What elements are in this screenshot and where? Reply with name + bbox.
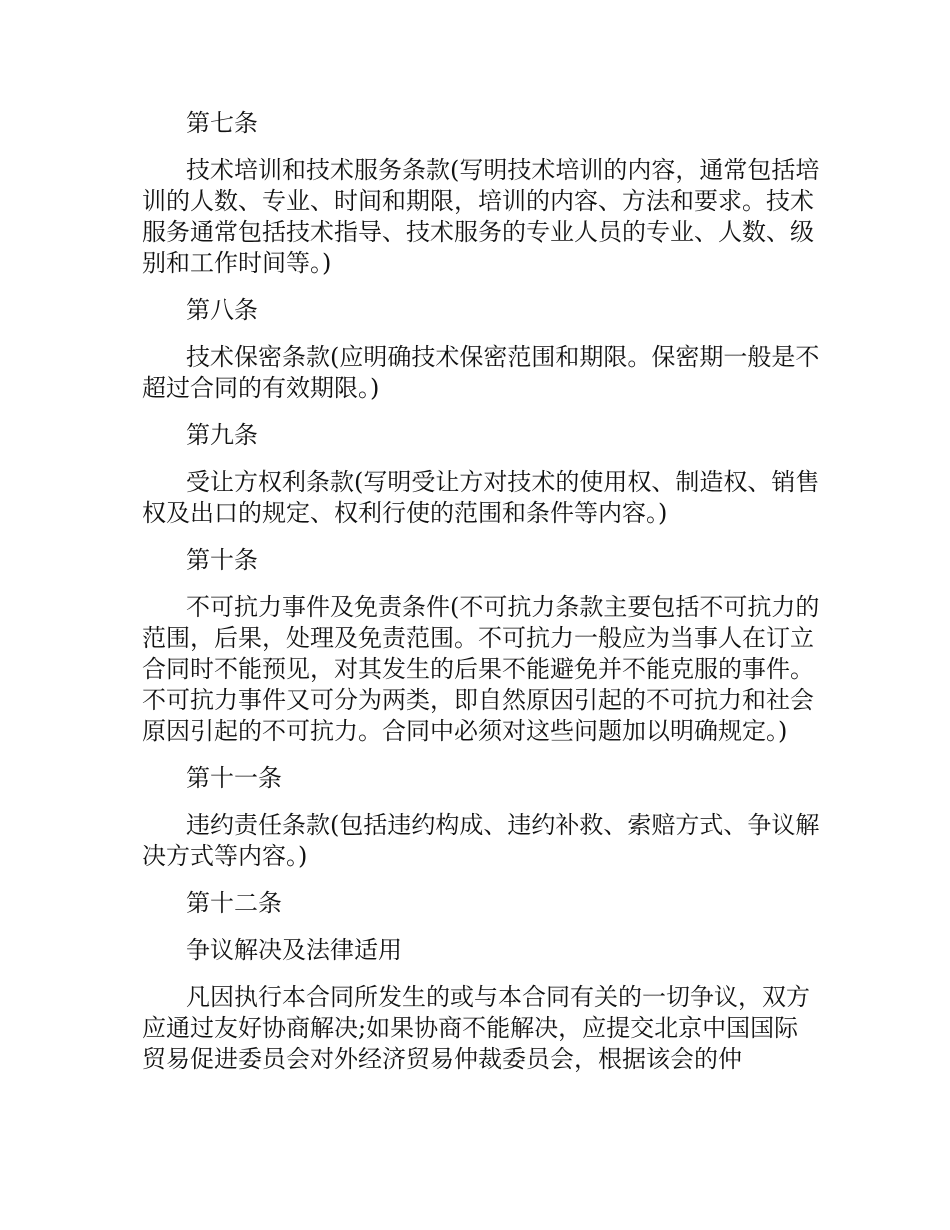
article-11-heading: 第十一条 xyxy=(186,764,282,792)
article-11-body: 违约责任条款(包括违约构成、违约补救、索赔方式、争议解决方式等内容。) xyxy=(142,811,820,870)
article-9-heading: 第九条 xyxy=(186,421,258,449)
article-10-body: 不可抗力事件及免责条件(不可抗力条款主要包括不可抗力的范围，后果，处理及免责范围。不可抗力一般应为当事人在订立合同时不能预见，对其发生的后果不能避免并不能克服的事件。不可抗力事件又可分为两类，即自然原因引起的不可抗力和社会原因引起的不可抗力。合同中必须对这些问题加以明确规定。) xyxy=(142,593,820,745)
document-content xyxy=(142,108,822,1075)
article-12-heading: 第十二条 xyxy=(186,889,282,917)
article-9-body: 受让方权利条款(写明受让方对技术的使用权、制造权、销售权及出口的规定、权利行使的范围和条件等内容。) xyxy=(142,468,820,527)
article-7-heading: 第七条 xyxy=(186,109,258,137)
article-12-subtitle: 争议解决及法律适用 xyxy=(186,936,402,964)
article-8-heading: 第八条 xyxy=(186,296,258,324)
article-8-body: 技术保密条款(应明确技术保密范围和期限。保密期一般是不超过合同的有效期限。) xyxy=(142,343,820,402)
article-7-body: 技术培训和技术服务条款(写明技术培训的内容，通常包括培训的人数、专业、时间和期限，培训的内容、方法和要求。技术服务通常包括技术指导、技术服务的专业人员的专业、人数、级别和工作时间等。) xyxy=(142,156,820,277)
article-10-heading: 第十条 xyxy=(186,546,258,574)
article-12-body: 凡因执行本合同所发生的或与本合同有关的一切争议，双方应通过友好协商解决;如果协商不能解决，应提交北京中国国际贸易促进委员会对外经济贸易仲裁委员会，根据该会的仲 xyxy=(142,983,810,1073)
